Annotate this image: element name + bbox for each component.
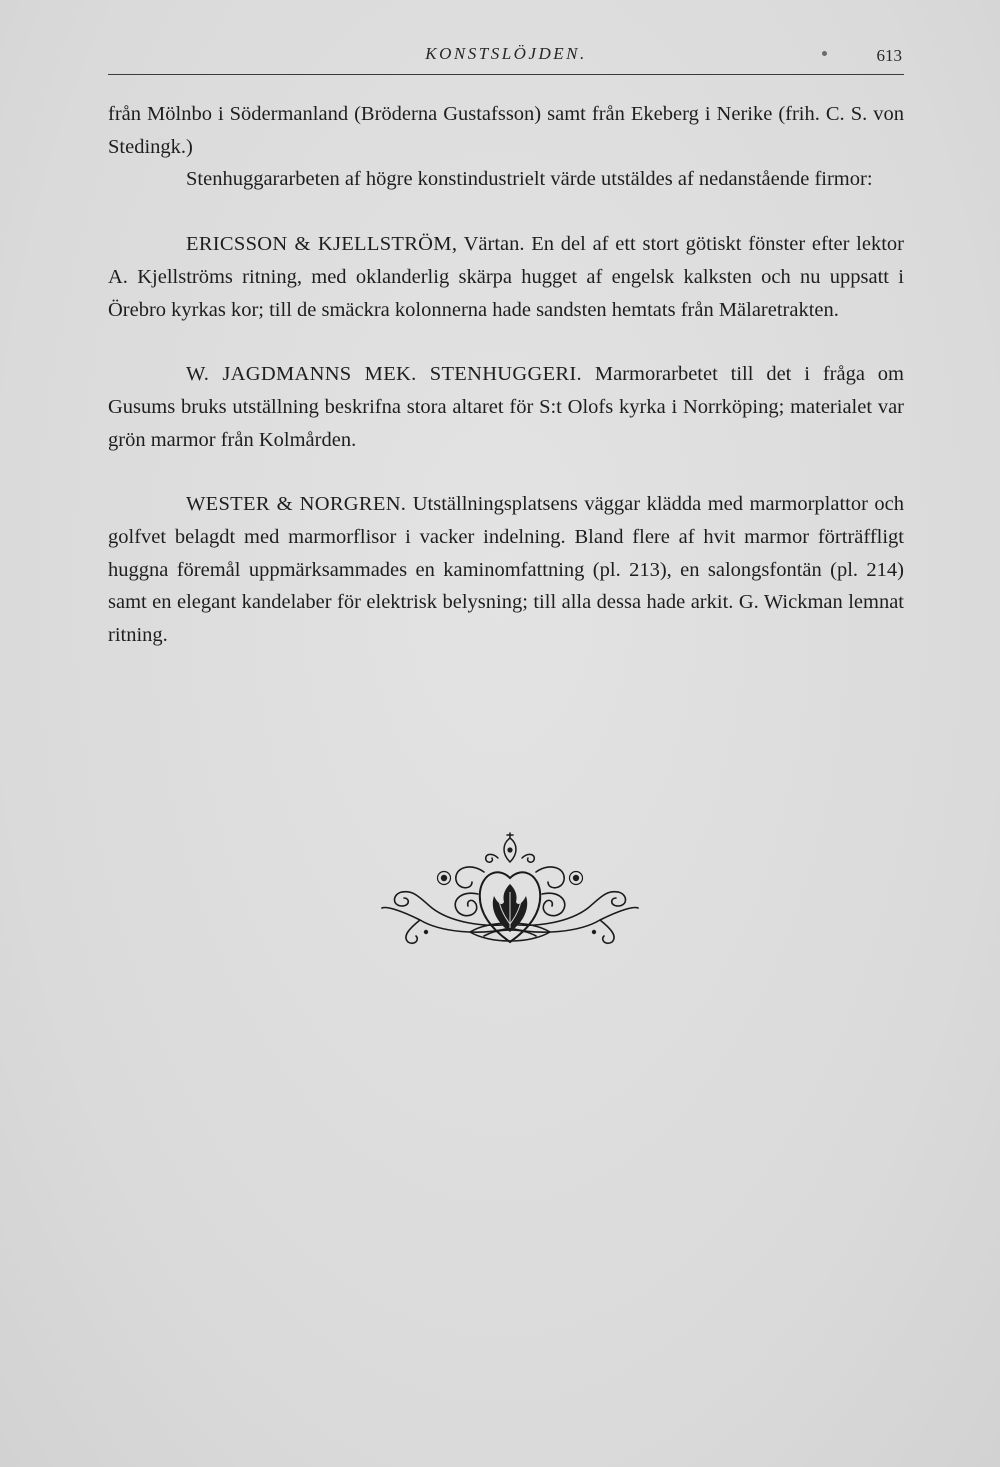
- paragraph-text: Marmorarbetet till det i fråga om Gusums bruks utställning beskrifna stora altaret för S:t Olofs kyrka i Norrköping; materialet var grön marmor från Kolmården.: [108, 363, 904, 451]
- paragraph-ericsson-kjellstrom: [108, 228, 904, 326]
- paragraph-intro: [108, 163, 904, 196]
- page-header: [108, 44, 904, 76]
- firm-name: W. JAGDMANNS MEK. STENHUGGERI.: [186, 363, 582, 386]
- body-text: [108, 98, 904, 652]
- header-dot-mark: [822, 51, 827, 56]
- page-number: 613: [876, 46, 902, 65]
- paragraph-continuation: [108, 98, 904, 163]
- running-title: KONSTSLÖJDEN.: [425, 44, 587, 63]
- firm-name: ERICSSON & KJELLSTRÖM,: [186, 233, 458, 256]
- header-rule: [108, 74, 904, 75]
- paragraph-text: från Mölnbo i Södermanland (Bröderna Gustafsson) samt från Ekeberg i Nerike (frih. C. S. von Stedingk.): [108, 103, 904, 158]
- paragraph-text: Stenhuggararbeten af högre konstindustrielt värde utstäldes af nedanstående firmor:: [186, 168, 873, 191]
- firm-name: WESTER & NORGREN.: [186, 493, 407, 516]
- ornamental-vignette-icon: [380, 832, 640, 950]
- paragraph-text: Utställningsplatsens väggar klädda med marmorplattor och golfvet belagdt med marmorflisor i vacker indelning. Bland flere af hvit marmor förträffligt huggna föremål uppmärksammades en kaminomfattning (pl. 213), en salongsfontän (pl. 214) samt en elegant kandelaber för elektrisk belysning; till alla dessa hade arkit. G. Wickman lemnat ritning.: [108, 493, 904, 647]
- paragraph-text: Värtan. En del af ett stort götiskt fönster efter lektor A. Kjellströms ritning, med oklanderlig skärpa hugget af engelsk kalksten och nu uppsatt i Örebro kyrkas kor; till de smäckra kolonnerna hade sandsten hemtats från Mälaretrakten.: [108, 233, 904, 321]
- paragraph-jagdmann: [108, 358, 904, 456]
- paragraph-wester-norgren: [108, 488, 904, 652]
